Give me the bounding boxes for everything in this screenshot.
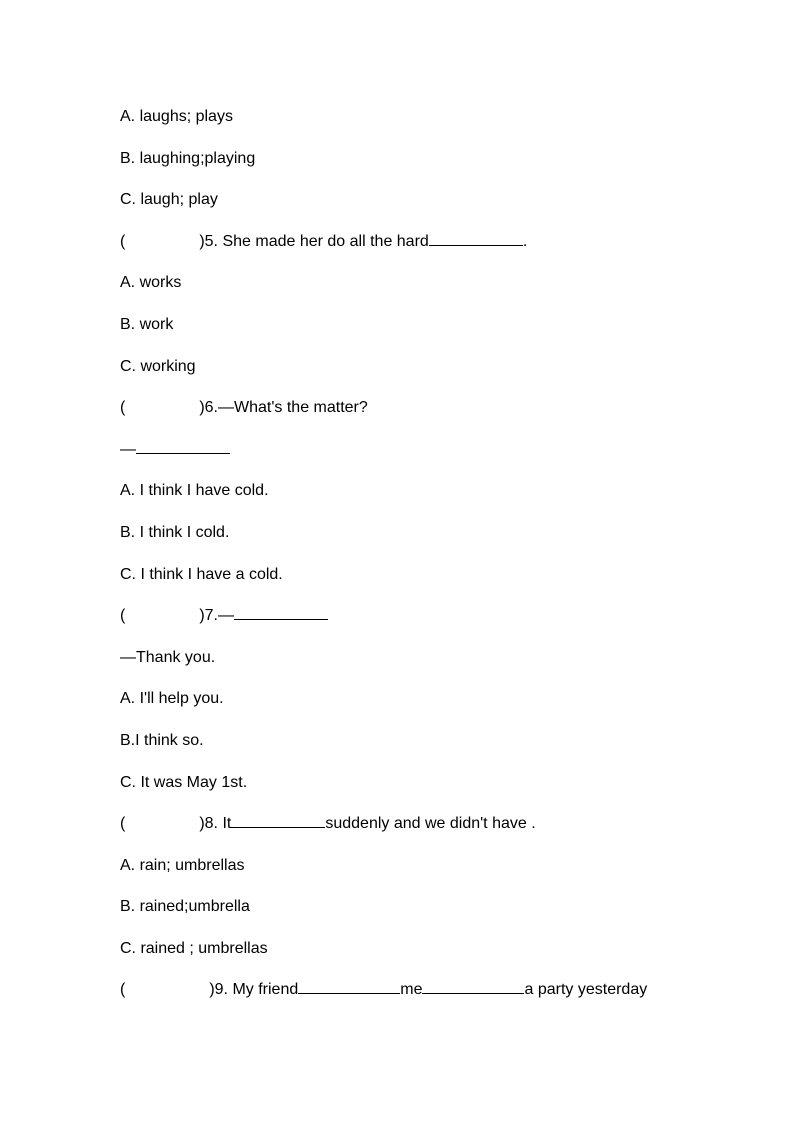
option-text: B. I think I cold. [120,523,230,541]
worksheet-page [120,104,760,1019]
option-text: B. rained;umbrella [120,898,250,916]
question-5 [120,229,760,271]
answer-paren-open: ( [120,607,126,625]
option-text: C. I think I have a cold. [120,565,283,583]
option-line [120,354,760,396]
fill-blank[interactable] [429,230,523,246]
option-text: B. laughing;playing [120,149,256,167]
option-line [120,146,760,188]
question-8 [120,811,760,853]
question-stem: )9. My friend [209,981,299,999]
question-9 [120,977,760,1019]
option-line [120,770,760,812]
question-mid: me [400,981,423,999]
dialog-line [120,645,760,687]
dialog-dash: — [120,440,136,458]
answer-paren-open: ( [120,815,126,833]
question-stem: )7.— [199,607,234,625]
option-line [120,853,760,895]
question-end: suddenly and we didn't have . [325,815,536,833]
question-stem: )6.—What's the matter? [199,399,368,417]
option-text: B. work [120,315,174,333]
option-line [120,478,760,520]
question-stem: )5. She made her do all the hard [199,232,429,250]
fill-blank[interactable] [231,812,325,828]
option-line [120,936,760,978]
dialog-line [120,437,760,479]
fill-blank[interactable] [298,978,400,994]
answer-paren-open: ( [120,232,126,250]
option-line [120,270,760,312]
option-line [120,312,760,354]
option-text: C. It was May 1st. [120,773,248,791]
option-text: C. laugh; play [120,191,218,209]
question-end: a party yesterday [524,981,648,999]
option-line [120,894,760,936]
question-6 [120,395,760,437]
option-text: C. working [120,357,196,375]
option-text: C. rained ; umbrellas [120,939,268,957]
option-text: A. I'll help you. [120,690,224,708]
answer-paren-open: ( [120,399,126,417]
question-end: . [522,232,528,250]
option-line [120,686,760,728]
option-line [120,562,760,604]
option-text: A. works [120,274,182,292]
fill-blank[interactable] [234,604,328,620]
option-line [120,520,760,562]
option-text: A. I think I have cold. [120,482,269,500]
option-line [120,187,760,229]
fill-blank[interactable] [136,438,230,454]
option-line [120,104,760,146]
option-text: A. laughs; plays [120,108,233,125]
option-text: B.I think so. [120,731,204,749]
dialog-text: —Thank you. [120,648,216,666]
question-stem: )8. It [199,815,232,833]
fill-blank[interactable] [422,978,524,994]
option-line [120,728,760,770]
question-7 [120,603,760,645]
answer-paren-open: ( [120,981,126,999]
option-text: A. rain; umbrellas [120,856,245,874]
